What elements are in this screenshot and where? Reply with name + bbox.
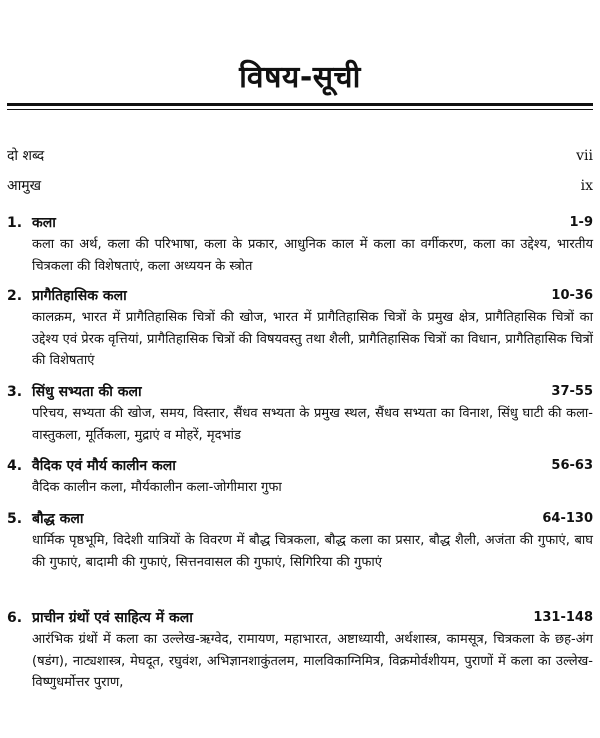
entry-label: दो शब्द <box>7 148 45 164</box>
front-matter-entry <box>7 175 593 197</box>
chapter-number: 5. <box>7 511 23 527</box>
chapter-number: 4. <box>7 458 23 474</box>
chapter-number: 6. <box>7 610 23 626</box>
chapter-entry <box>7 508 593 573</box>
chapter-description: आरंभिक ग्रंथों में कला का उल्लेख-ऋग्वेद, रामायण, महाभारत, अष्टाध्यायी, अर्थशास्त्र, कामसूत्र, चित्रकला के छह-अंग (षडंग), नाट्यशास्त्र, मेघदूत, रघुवंश, अभिज्ञानशाकुंतलम, मालविकाग्निमित्र, विक्रमोर्वशीयम, पुराणों में कला का उल्लेख-विष्णुधर्मोत्तर पुराण, <box>32 632 593 690</box>
title-rule-thin <box>7 109 593 110</box>
chapter-page-range: 10-36 <box>551 288 593 303</box>
entry-page-number: vii <box>576 148 593 164</box>
chapter-title: प्राचीन ग्रंथों एवं साहित्य में कला <box>32 610 193 626</box>
chapter-description: परिचय, सभ्यता की खोज, समय, विस्तार, सैंधव सभ्यता के प्रमुख स्थल, सैंधव सभ्यता का विनाश, सिंधु घाटी की कला-वास्तुकला, मूर्तिकला, मुद्राएं व मोहरें, मृदभांड <box>32 406 593 443</box>
chapter-title: सिंधु सभ्यता की कला <box>32 384 142 400</box>
chapter-number: 3. <box>7 384 23 400</box>
chapter-description: कालक्रम, भारत में प्रागैतिहासिक चित्रों की खोज, भारत में प्रागैतिहासिक चित्रों के प्रमुख क्षेत्र, प्रागैतिहासिक चित्रों का उद्देश्य एवं प्रेरक वृत्तियां, प्रागैतिहासिक चित्रों की विषयवस्तु तथा शैली, प्रागैतिहासिक चित्रों का विधान, प्रागैतिहासिक चित्रों की विशेषताएं <box>32 310 593 368</box>
chapter-description: वैदिक कालीन कला, मौर्यकालीन कला-जोगीमारा गुफा <box>32 480 282 495</box>
front-matter-entry <box>7 145 593 167</box>
chapter-page-range: 1-9 <box>569 215 593 230</box>
chapter-entry <box>7 212 593 277</box>
page-title: विषय-सूची <box>239 60 361 95</box>
chapter-title: कला <box>32 215 56 231</box>
chapter-title: वैदिक एवं मौर्य कालीन कला <box>32 458 176 474</box>
chapter-description: धार्मिक पृष्ठभूमि, विदेशी यात्रियों के विवरण में बौद्ध चित्रकला, बौद्ध कला का प्रसार, बौद्ध शैली, अजंता की गुफाएं, बाघ की गुफाएं, बादामी की गुफाएं, सित्तनवासल की गुफाएं, सिगिरिया की गुफाएं <box>32 533 593 570</box>
chapter-entry <box>7 607 593 694</box>
chapter-page-range: 56-63 <box>551 458 593 473</box>
title-rule-thick <box>7 103 593 106</box>
chapter-number: 1. <box>7 215 23 231</box>
chapter-page-range: 131-148 <box>533 610 593 625</box>
chapter-page-range: 37-55 <box>551 384 593 399</box>
chapter-description: कला का अर्थ, कला की परिभाषा, कला के प्रकार, आधुनिक काल में कला का वर्गीकरण, कला का उद्देश्य, भारतीय चित्रकला की विशेषताएं, कला अध्ययन के स्त्रोत <box>32 237 593 274</box>
chapter-entry <box>7 285 593 372</box>
chapter-page-range: 64-130 <box>542 511 593 526</box>
chapter-entry <box>7 381 593 446</box>
entry-label: आमुख <box>7 178 42 194</box>
chapter-title: बौद्ध कला <box>32 511 84 527</box>
chapter-entry <box>7 455 593 499</box>
entry-page-number: ix <box>580 178 593 194</box>
chapter-number: 2. <box>7 288 23 304</box>
chapter-title: प्रागैतिहासिक कला <box>32 288 127 304</box>
